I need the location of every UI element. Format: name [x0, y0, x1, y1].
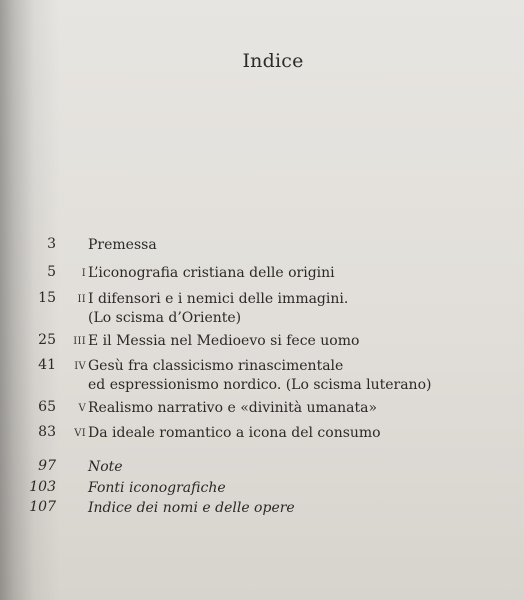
toc-title-line-2: (Lo scisma d’Oriente) — [88, 310, 242, 326]
toc-page-number: 5 — [47, 264, 56, 280]
toc-chapter-numeral: IV — [74, 361, 86, 372]
toc-page-number: 103 — [29, 479, 56, 495]
toc-chapter-numeral: V — [78, 403, 86, 414]
toc-page-number: 3 — [47, 236, 56, 252]
toc-entry-chapter-4 — [0, 357, 524, 397]
toc-page-number: 25 — [38, 332, 56, 348]
toc-appendix-indice — [0, 499, 524, 539]
toc-entry-title: L’iconografia cristiana delle origini — [88, 265, 335, 281]
toc-entry-title: Note — [88, 459, 123, 475]
toc-page-number: 65 — [38, 399, 56, 415]
toc-entry-title: Fonti iconografiche — [88, 480, 226, 496]
toc-page-number: 83 — [38, 424, 56, 440]
toc-title-line-1: I difensori e i nemici delle immagini. — [88, 291, 349, 307]
toc-entry-title: Premessa — [88, 237, 157, 253]
toc-page-number: 97 — [38, 458, 56, 474]
toc-entry-title — [88, 290, 348, 328]
toc-chapter-numeral: I — [81, 268, 86, 279]
toc-entry-title: E il Messia nel Medioevo si fece uomo — [88, 333, 360, 349]
toc-page-number: 107 — [29, 499, 56, 515]
toc-page-number: 15 — [38, 290, 56, 306]
toc-chapter-numeral: III — [73, 336, 86, 347]
toc-entry-title — [88, 357, 431, 395]
toc-entry-title: Indice dei nomi e delle opere — [88, 500, 295, 516]
toc-page-number: 41 — [38, 357, 56, 373]
toc-entry-chapter-2 — [0, 290, 524, 330]
toc-title-line-1: Gesù fra classicismo rinascimentale — [88, 358, 344, 374]
toc-entry-title: Realismo narrativo e «divinità umanata» — [88, 400, 378, 416]
toc-chapter-numeral: VI — [74, 428, 86, 439]
page-title: Indice — [242, 50, 304, 72]
toc-chapter-numeral: II — [77, 294, 86, 305]
toc-title-line-2: ed espressionismo nordico. (Lo scisma luterano) — [88, 377, 432, 393]
toc-entry-title: Da ideale romantico a icona del consumo — [88, 425, 381, 441]
